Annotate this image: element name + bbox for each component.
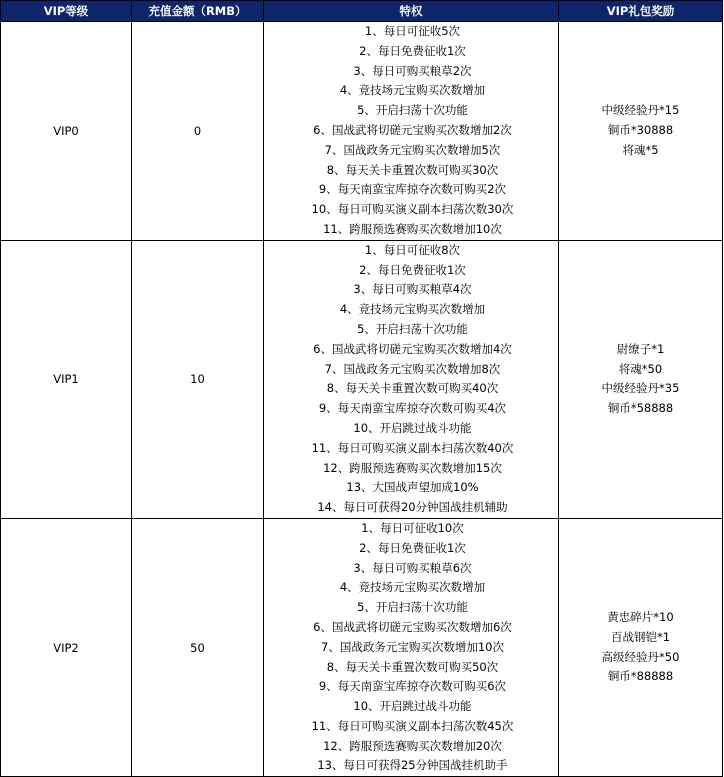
vip-level-cell: VIP1 — [1, 240, 132, 518]
reward-item: 尉缭子*1 — [616, 341, 665, 356]
reward-item: 中级经验丹*15 — [601, 103, 680, 118]
privilege-item: 5、开启扫荡十次功能 — [357, 321, 468, 336]
privilege-item: 13、大国战声望加成10% — [346, 480, 479, 495]
vip-level-cell: VIP0 — [1, 22, 132, 241]
table-body — [1, 22, 723, 777]
privilege-item: 2、每日免费征收1次 — [359, 262, 466, 277]
privilege-item: 3、每日可购买粮草2次 — [353, 63, 472, 78]
privilege-item: 1、每日可征收8次 — [364, 242, 461, 257]
reward-item: 铜币*30888 — [607, 122, 674, 137]
privilege-item: 6、国战武将切磋元宝购买次数增加6次 — [313, 619, 512, 634]
privilege-item: 12、跨服预选赛购买次数增加20次 — [323, 738, 502, 753]
privilege-item: 11、每日可购买演义副本扫荡次数40次 — [311, 440, 514, 455]
privilege-item: 11、每日可购买演义副本扫荡次数45次 — [311, 718, 514, 733]
privilege-item: 5、开启扫荡十次功能 — [357, 600, 468, 615]
privilege-item: 2、每日免费征收1次 — [359, 43, 466, 58]
gift-rewards-cell — [559, 22, 723, 241]
privilege-item: 9、每天南蛮宝库掠夺次数可购买6次 — [318, 679, 507, 694]
reward-item: 铜币*58888 — [607, 401, 674, 416]
table-row — [1, 22, 723, 241]
privilege-item: 7、国战政务元宝购买次数增加5次 — [324, 142, 501, 157]
privilege-item: 1、每日可征收5次 — [364, 24, 461, 38]
privilege-item: 7、国战政务元宝购买次数增加8次 — [324, 361, 501, 376]
reward-item: 黄忠碎片*10 — [607, 610, 674, 624]
privilege-item: 9、每天南蛮宝库掠夺次数可购买4次 — [318, 401, 507, 416]
privilege-item: 8、每天关卡重置次数可购买40次 — [326, 381, 499, 396]
gift-rewards-cell — [559, 518, 723, 776]
privilege-item: 7、国战政务元宝购买次数增加10次 — [321, 639, 504, 654]
privilege-item: 9、每天南蛮宝库掠夺次数可购买2次 — [318, 182, 507, 197]
privilege-item: 2、每日免费征收1次 — [359, 540, 466, 555]
privilege-item: 1、每日可征收10次 — [361, 520, 464, 535]
privilege-item: 4、竞技场元宝购买次数增加 — [339, 580, 486, 595]
reward-item: 高级经验丹*50 — [601, 649, 680, 664]
privilege-item: 3、每日可购买粮草4次 — [353, 282, 472, 297]
privilege-item: 4、竞技场元宝购买次数增加 — [339, 83, 486, 98]
privilege-item: 10、开启跳过战斗功能 — [353, 699, 472, 714]
reward-item: 中级经验丹*35 — [601, 381, 680, 396]
header-recharge-amount: 充值金额（RMB） — [132, 1, 264, 22]
gift-rewards-cell — [559, 240, 723, 518]
recharge-amount-cell: 50 — [132, 518, 264, 776]
header-row — [1, 1, 723, 22]
reward-item: 将魂*5 — [622, 142, 659, 157]
reward-item: 百战钢铠*1 — [610, 629, 671, 644]
privilege-item: 12、跨服预选赛购买次数增加15次 — [323, 460, 502, 475]
privilege-item: 3、每日可购买粮草6次 — [353, 560, 472, 575]
vip-level-cell: VIP2 — [1, 518, 132, 776]
privilege-item: 8、每天关卡重置次数可购买50次 — [326, 659, 499, 674]
reward-item: 将魂*50 — [618, 361, 663, 376]
privilege-item: 14、每日可获得20分钟国战挂机辅助 — [317, 500, 508, 515]
table-row — [1, 240, 723, 518]
privilege-item: 8、每天关卡重置次数可购买30次 — [326, 162, 499, 177]
privilege-item: 10、每日可购买演义副本扫荡次数30次 — [311, 202, 514, 217]
recharge-amount-cell: 10 — [132, 240, 264, 518]
header-privileges: 特权 — [264, 1, 559, 22]
privilege-item: 6、国战武将切磋元宝购买次数增加4次 — [313, 341, 512, 356]
recharge-amount-cell: 0 — [132, 22, 264, 241]
privilege-item: 5、开启扫荡十次功能 — [357, 103, 468, 118]
privilege-item: 10、开启跳过战斗功能 — [353, 420, 472, 435]
privileges-cell — [264, 518, 559, 776]
privilege-item: 6、国战武将切磋元宝购买次数增加2次 — [313, 122, 512, 137]
privileges-cell — [264, 22, 559, 241]
table-row — [1, 518, 723, 776]
privileges-cell — [264, 240, 559, 518]
privilege-item: 11、跨服预选赛购买次数增加10次 — [323, 221, 502, 236]
header-gift-rewards: VIP礼包奖励 — [559, 1, 723, 22]
privilege-item: 4、竞技场元宝购买次数增加 — [339, 302, 486, 317]
privilege-item: 13、每日可获得25分钟国战挂机助手 — [317, 758, 508, 773]
reward-item: 铜币*88888 — [607, 669, 674, 684]
header-vip-level: VIP等级 — [1, 1, 132, 22]
